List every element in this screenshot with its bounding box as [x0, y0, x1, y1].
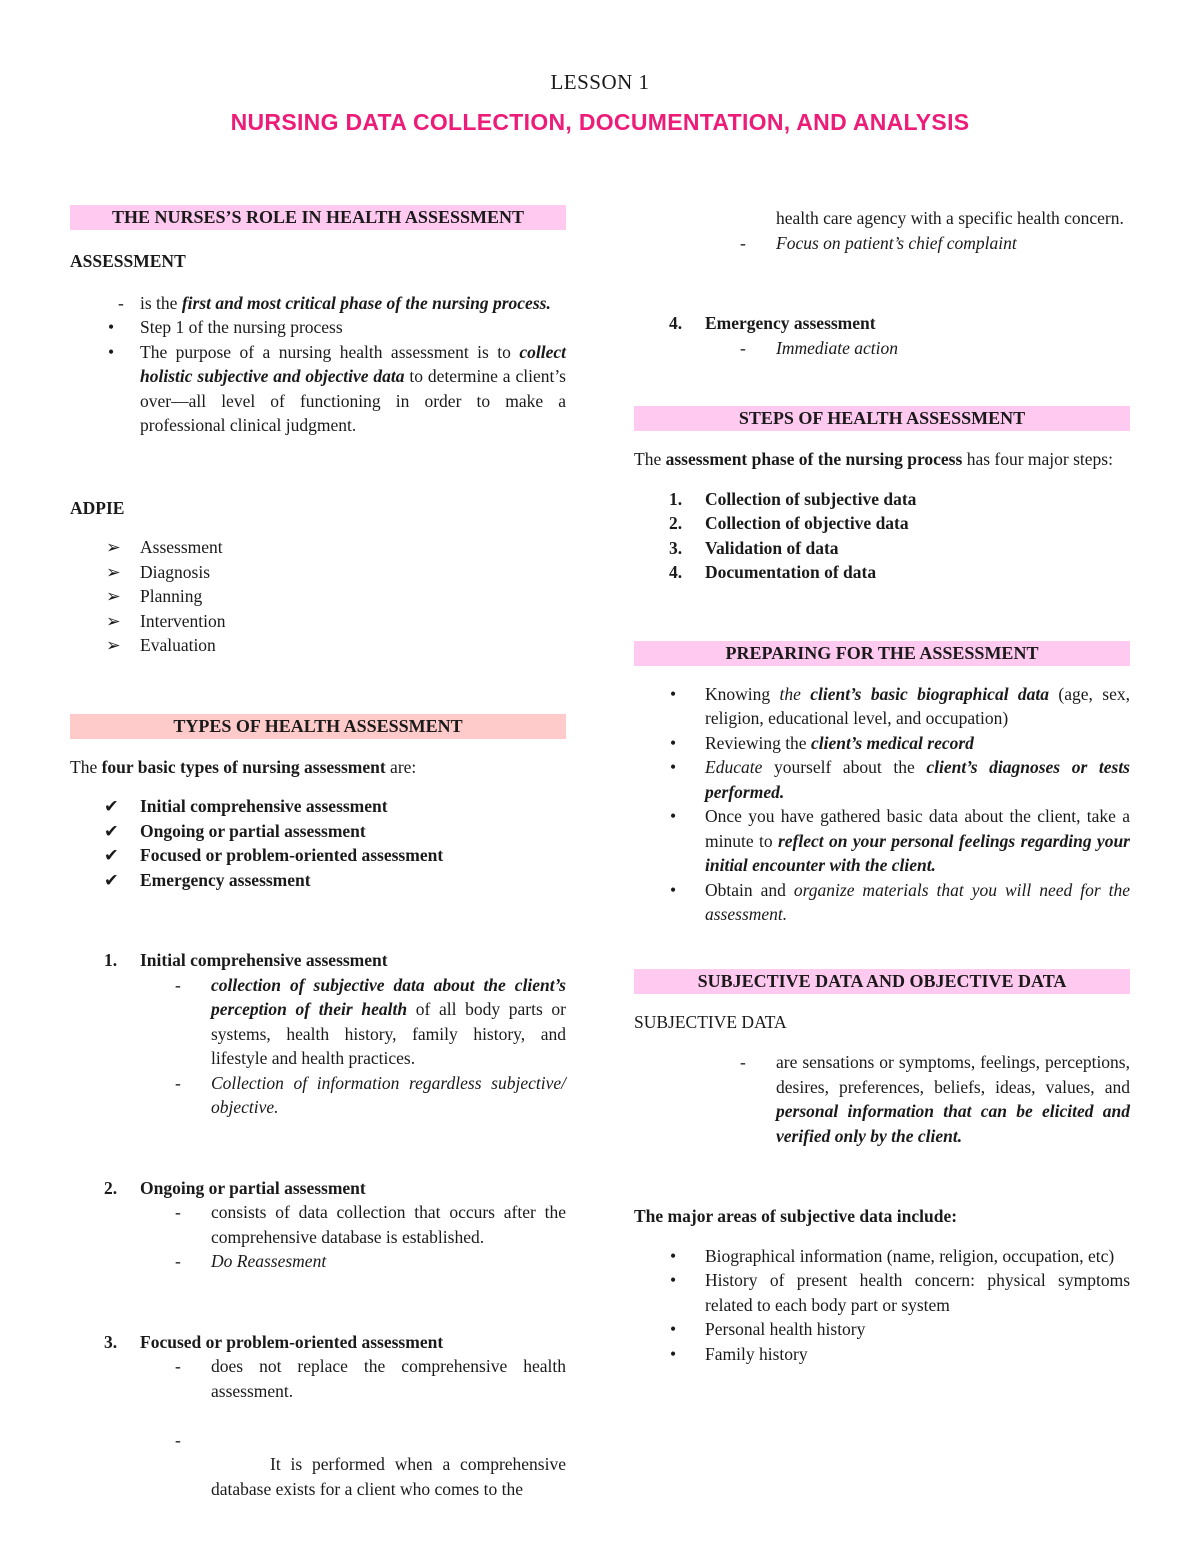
major-area-item: [634, 1317, 1130, 1342]
type-4-detail: - Immediate action: [740, 337, 898, 358]
assessment-bullet-step1: • Step 1 of the nursing process: [70, 315, 566, 340]
major-area-item-text: Biographical information (name, religion, occupation, etc): [705, 1245, 1115, 1266]
section-header-subjective-objective: SUBJECTIVE DATA AND OBJECTIVE DATA: [634, 969, 1130, 994]
step-item-text: Documentation of data: [705, 562, 877, 582]
major-area-item-text: History of present health concern: physical symptoms related to each body part or system: [705, 1270, 1130, 1315]
type-4-item: 4. Emergency assessment: [669, 313, 876, 333]
major-areas-label: The major areas of subjective data include:: [634, 1206, 958, 1226]
type-1-item: 1. Initial comprehensive assessment: [104, 950, 388, 970]
section-header-steps: STEPS OF HEALTH ASSESSMENT: [634, 406, 1130, 431]
bullet-marker: •: [108, 317, 115, 337]
check-icon: ✔: [104, 796, 119, 816]
assessment-bullet-purpose: • The purpose of a nursing health assessment is to collect holistic subjective and objective data to determine a client’s over—all level of functioning in order to make a professional clinical judgment.: [108, 341, 566, 435]
number-marker: 1.: [669, 488, 683, 509]
step-item: [634, 487, 1130, 512]
step-item: [634, 536, 1130, 561]
adpie-item: [70, 560, 566, 585]
check-icon: ✔: [104, 845, 119, 865]
section-header-nurses-role: THE NURSES’S ROLE IN HEALTH ASSESSMENT: [70, 205, 566, 230]
type-3-detail: - Focus on patient’s chief complaint: [740, 232, 1017, 253]
subjective-data-label: SUBJECTIVE DATA: [634, 1011, 787, 1032]
adpie-item-text: Evaluation: [140, 635, 216, 655]
adpie-item-text: Diagnosis: [140, 561, 210, 582]
type-check-item: [70, 819, 566, 844]
section-header-types: TYPES OF HEALTH ASSESSMENT: [70, 714, 566, 739]
number-marker: 2.: [669, 513, 683, 533]
step-item-text: Validation of data: [705, 537, 839, 558]
types-intro: The four basic types of nursing assessment are:: [70, 756, 417, 777]
prep-item: • Obtain and organize materials that you will need for the assessment.: [670, 879, 1130, 924]
adpie-list: [70, 535, 566, 658]
type-3-detail: - It is performed when a comprehensive database exists for a client who comes to the: [175, 1429, 571, 1499]
adpie-item: [70, 535, 566, 560]
subjective-data-definition: - are sensations or symptoms, feelings, perceptions, desires, preferences, beliefs, ideas, values, and personal information that can be elicited and verified only by the client.: [740, 1052, 1130, 1146]
bullet-marker: •: [670, 1343, 677, 1364]
major-areas-list: [634, 1244, 1130, 1367]
prep-item: • Educate yourself about the client’s diagnoses or tests performed.: [670, 757, 1130, 802]
major-area-item: [634, 1244, 1130, 1269]
type-1-detail: - collection of subjective data about the client’s perception of their health of all body parts or systems, health history, family history, and lifestyle and health practices.: [175, 974, 566, 1068]
type-2-item: 2. Ongoing or partial assessment: [104, 1177, 366, 1198]
type-1-detail: - Collection of information regardless subjective/ objective.: [175, 1072, 566, 1117]
number-marker: 4.: [669, 562, 683, 582]
step-item: [634, 511, 1130, 536]
adpie-item-text: Intervention: [140, 610, 226, 631]
dash-marker: -: [118, 292, 124, 313]
arrow-marker: ➢: [106, 586, 121, 606]
step-item: [634, 560, 1130, 585]
bullet-marker: •: [670, 1245, 677, 1266]
check-icon: ✔: [104, 820, 119, 841]
prep-item: • Knowing the client’s basic biographical data (age, sex, religion, educational level, and occupation): [670, 683, 1130, 728]
type-check-item-text: Focused or problem-oriented assessment: [140, 845, 444, 865]
type-check-item: [70, 794, 566, 819]
bullet-marker: •: [670, 1270, 677, 1290]
steps-intro: The assessment phase of the nursing process has four major steps:: [634, 449, 1113, 469]
major-area-item: [634, 1342, 1130, 1367]
type-3-detail-continued: health care agency with a specific health concern.: [776, 208, 1124, 228]
adpie-label: ADPIE: [70, 497, 125, 518]
major-area-item-text: Family history: [705, 1343, 808, 1364]
bullet-marker: •: [670, 1319, 677, 1339]
types-list: [70, 794, 566, 892]
step-item-text: Collection of subjective data: [705, 488, 917, 509]
page-header: [0, 70, 1200, 136]
type-3-detail: - does not replace the comprehensive health assessment.: [175, 1356, 566, 1401]
type-check-item-text: Ongoing or partial assessment: [140, 820, 366, 841]
type-check-item-text: Initial comprehensive assessment: [140, 796, 388, 816]
arrow-marker: ➢: [106, 537, 121, 557]
type-check-item: [70, 843, 566, 868]
arrow-marker: ➢: [106, 635, 121, 655]
steps-list: [634, 487, 1130, 585]
number-marker: 3.: [669, 537, 683, 558]
major-area-item: [634, 1268, 1130, 1317]
bullet-marker: •: [108, 341, 115, 362]
adpie-item: [70, 584, 566, 609]
assessment-label: ASSESSMENT: [70, 251, 186, 271]
arrow-marker: ➢: [106, 561, 121, 582]
section-header-preparing: PREPARING FOR THE ASSESSMENT: [634, 641, 1130, 666]
adpie-item-text: Assessment: [140, 537, 223, 557]
adpie-item-text: Planning: [140, 586, 203, 606]
step-item-text: Collection of objective data: [705, 513, 909, 533]
page-title: NURSING DATA COLLECTION, DOCUMENTATION, AND ANALYSIS: [230, 109, 970, 135]
type-check-item: [70, 868, 566, 893]
assessment-definition: - is the first and most critical phase of the nursing process.: [70, 291, 566, 316]
right-column: [634, 200, 1130, 1366]
type-2-detail: - consists of data collection that occurs after the comprehensive database is established.: [175, 1202, 566, 1247]
prep-item: • Reviewing the client’s medical record: [670, 732, 974, 753]
adpie-item: [70, 609, 566, 634]
type-check-item-text: Emergency assessment: [140, 869, 311, 890]
lesson-number: LESSON 1: [550, 70, 650, 94]
adpie-item: [70, 633, 566, 658]
prep-item: • Once you have gathered basic data about the client, take a minute to reflect on your personal feelings regarding your initial encounter with the client.: [670, 806, 1130, 875]
arrow-marker: ➢: [106, 610, 121, 631]
left-column: [70, 200, 571, 1526]
check-icon: ✔: [104, 869, 119, 890]
type-2-detail: - Do Reassesment: [175, 1251, 327, 1271]
major-area-item-text: Personal health history: [705, 1319, 866, 1339]
type-3-item: 3. Focused or problem-oriented assessment: [104, 1331, 444, 1352]
